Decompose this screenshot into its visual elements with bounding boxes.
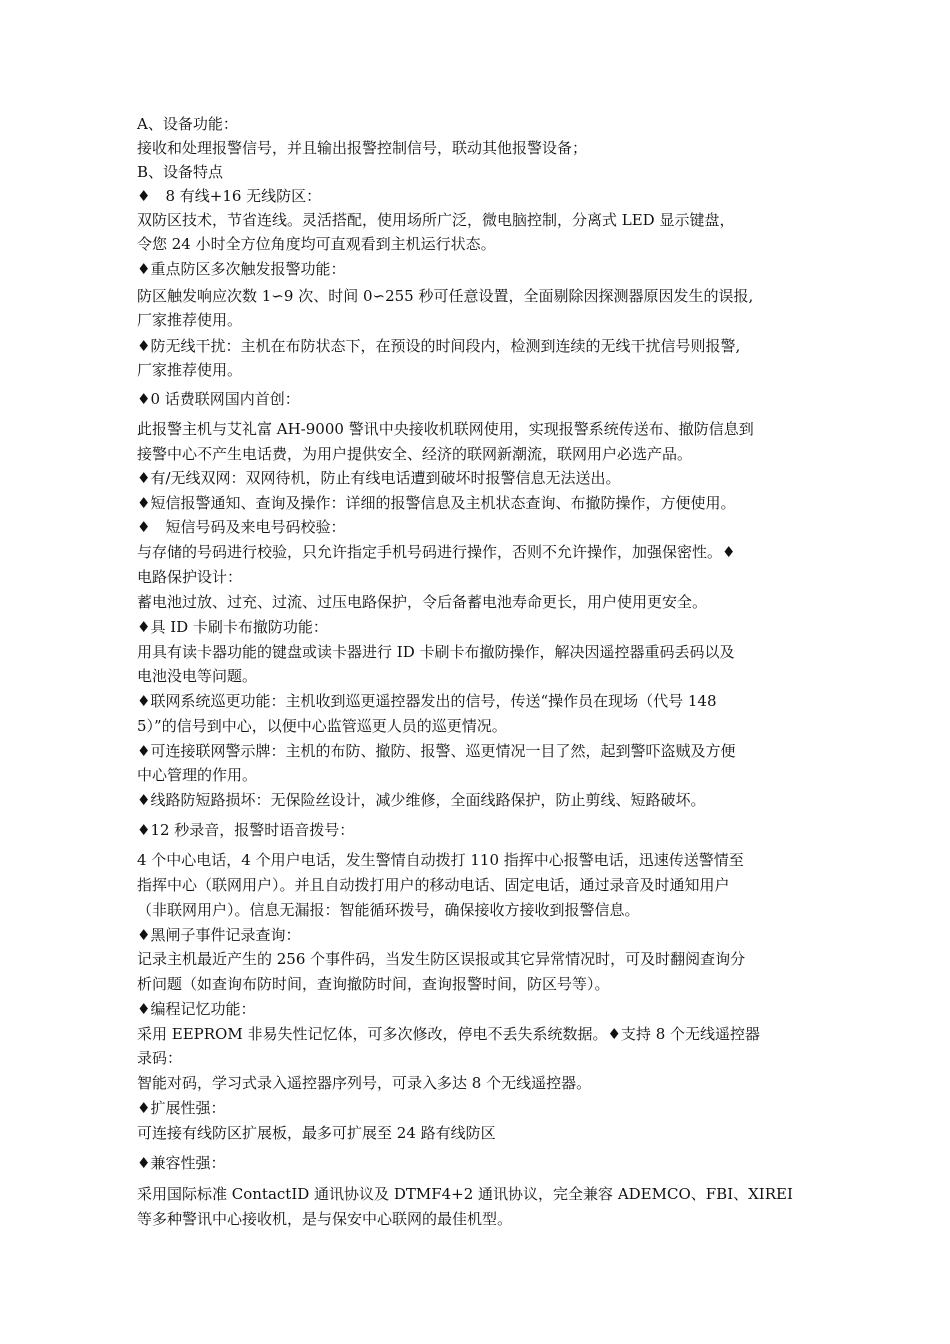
- bullet-heading: ♦可连接联网警示牌：主机的布防、撤防、报警、巡更情况一目了然，起到警吓盗贼及方便: [137, 742, 736, 760]
- text-line: 5）”的信号到中心，以便中心监管巡更人员的巡更情况。: [137, 717, 507, 735]
- text-line: 电路保护设计：: [137, 568, 243, 586]
- bullet-heading: ♦ 短信号码及来电号码校验：: [137, 518, 346, 536]
- text-line: 厂家推荐使用。: [137, 361, 243, 379]
- text-line: 采用国际标准 ContactID 通讯协议及 DTMF4+2 通讯协议，完全兼容 ADEMCO、FBI、XIREI: [137, 1185, 793, 1203]
- text-line: 接警中心不产生电话费，为用户提供安全、经济的联网新潮流，联网用户必选产品。: [137, 445, 693, 463]
- bullet-heading: ♦短信报警通知、查询及操作：详细的报警信息及主机状态查询、布撤防操作，方便使用。: [137, 494, 736, 512]
- text-line: 指挥中心（联网用户）。并且自动拨打用户的移动电话、固定电话，通过录音及时通知用户: [137, 876, 730, 894]
- bullet-heading: ♦兼容性强：: [137, 1154, 226, 1172]
- bullet-heading: ♦重点防区多次触发报警功能：: [137, 260, 346, 278]
- bullet-heading: ♦线路防短路损坏：无保险丝设计，减少维修，全面线路保护，防止剪线、短路破坏。: [137, 791, 706, 809]
- text-line: 可连接有线防区扩展板，最多可扩展至 24 路有线防区: [137, 1124, 496, 1142]
- text-line: 此报警主机与艾礼富 AH-9000 警讯中央接收机联网使用，实现报警系统传送布、撤防信息到: [137, 420, 754, 438]
- text-line: 蓄电池过放、过充、过流、过压电路保护，令后备蓄电池寿命更长，用户使用更安全。: [137, 593, 708, 611]
- bullet-heading: ♦防无线干扰：主机在布防状态下，在预设的时间段内，检测到连续的无线干扰信号则报警,: [137, 337, 741, 355]
- text-line: 厂家推荐使用。: [137, 311, 243, 329]
- bullet-heading: ♦0 话费联网国内首创：: [137, 390, 300, 408]
- bullet-heading: ♦有/无线双网：双网待机，防止有线电话遭到破坏时报警信息无法送出。: [137, 469, 621, 487]
- heading-device-function: A、设备功能：: [137, 115, 238, 133]
- text-line: 接收和处理报警信号，并且输出报警控制信号，联动其他报警设备；: [137, 139, 588, 157]
- bullet-heading: ♦联网系统巡更功能：主机收到巡更遥控器发出的信号，传送“操作员在现场（代号 148: [137, 692, 717, 710]
- text-line: 等多种警讯中心接收机，是与保安中心联网的最佳机型。: [137, 1210, 513, 1228]
- bullet-heading: ♦黑闸子事件记录查询：: [137, 926, 301, 944]
- bullet-heading: ♦编程记忆功能：: [137, 1000, 256, 1018]
- text-line: 智能对码，学习式录入遥控器序列号，可录入多达 8 个无线遥控器。: [137, 1074, 592, 1092]
- text-line: 电池没电等问题。: [137, 667, 258, 685]
- text-line: 双防区技术，节省连线。灵活搭配，使用场所广泛，微电脑控制，分离式 LED 显示键盘，: [137, 211, 735, 229]
- text-line: 析问题（如查询布防时间，查询撤防时间，查询报警时间，防区号等）。: [137, 975, 610, 993]
- text-line: 与存储的号码进行校验，只允许指定手机号码进行操作，否则不允许操作，加强保密性。♦: [137, 543, 736, 561]
- text-line: 采用 EEPROM 非易失性记忆体，可多次修改，停电不丢失系统数据。♦支持 8 个无线遥控器: [137, 1025, 761, 1043]
- text-line: 中心管理的作用。: [137, 766, 258, 784]
- text-line: 用具有读卡器功能的键盘或读卡器进行 ID 卡刷卡布撤防操作，解决因遥控器重码丢码以及: [137, 643, 735, 661]
- bullet-heading: ♦具 ID 卡刷卡布撤防功能：: [137, 618, 328, 636]
- bullet-heading: ♦12 秒录音，报警时语音拨号：: [137, 821, 355, 839]
- text-line: （非联网用户）。信息无漏报：智能循环拨号，确保接收方接收到报警信息。: [137, 901, 640, 919]
- bullet-heading: ♦ 8 有线+16 无线防区：: [137, 187, 322, 205]
- text-line: 令您 24 小时全方位角度均可直观看到主机运行状态。: [137, 235, 496, 253]
- text-line: 记录主机最近产生的 256 个事件码，当发生防区误报或其它异常情况时，可及时翻阅查询分: [137, 950, 746, 968]
- heading-device-features: B、设备特点: [137, 163, 224, 181]
- bullet-heading: ♦扩展性强：: [137, 1099, 226, 1117]
- text-line: 防区触发响应次数 1∽9 次、时间 0∽255 秒可任意设置，全面剔除因探测器原因发生的误报,: [137, 287, 754, 305]
- text-line: 录码：: [137, 1049, 183, 1067]
- text-line: 4 个中心电话，4 个用户电话，发生警情自动拨打 110 指挥中心报警电话，迅速传送警情至: [137, 851, 744, 869]
